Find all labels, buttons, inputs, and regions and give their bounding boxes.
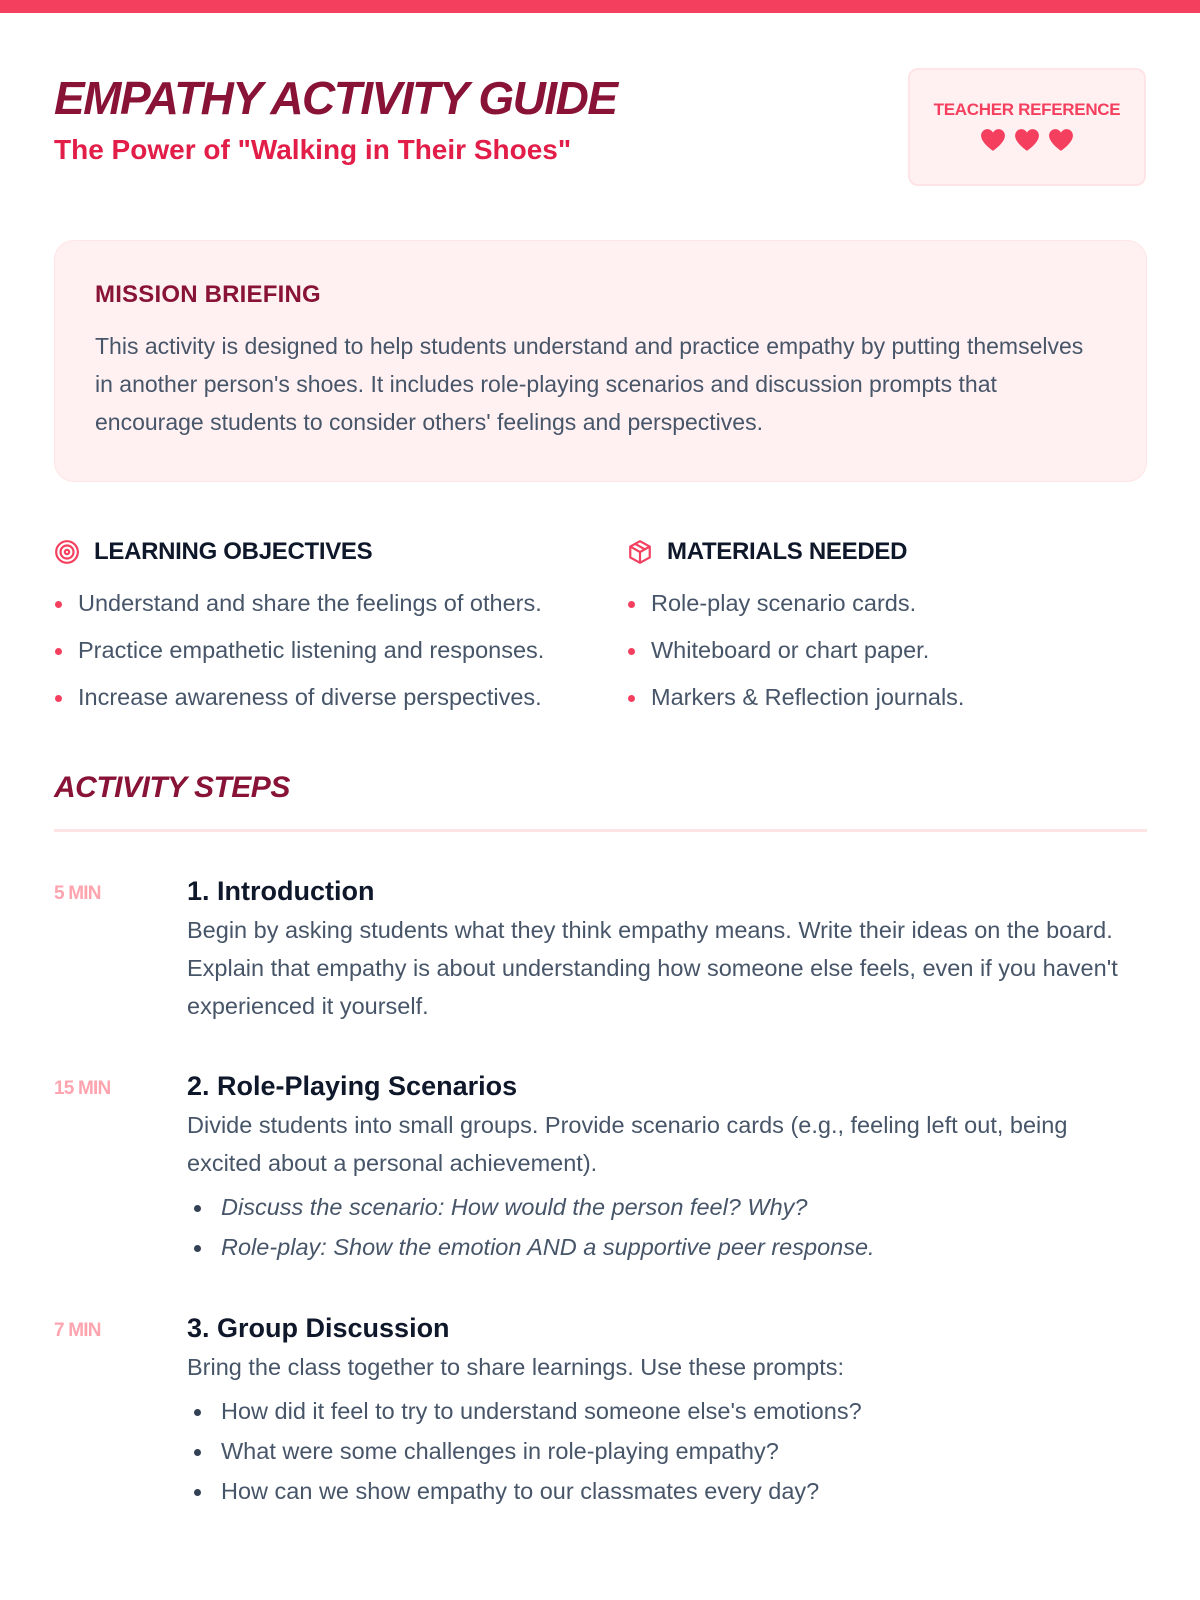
heart-icon (1048, 128, 1074, 152)
list-item: How can we show empathy to our classmates every day? (187, 1476, 1147, 1516)
list-item: Role-play scenario cards. (627, 588, 1187, 635)
step-description: Divide students into small groups. Provide scenario cards (e.g., feeling left out, being excited about a personal achievement). (187, 1112, 1068, 1176)
mission-heading: MISSION BRIEFING (95, 281, 321, 308)
step-bullet-list (187, 1192, 1147, 1272)
section-divider (54, 829, 1147, 832)
list-item: Discuss the scenario: How would the person feel? Why? (187, 1192, 1147, 1232)
target-icon (54, 539, 80, 565)
learning-objectives-section (54, 536, 614, 729)
materials-needed-section (627, 536, 1187, 729)
mission-briefing-panel (54, 240, 1147, 482)
list-item: Markers & Reflection journals. (627, 682, 1187, 729)
step-bullet-list (187, 1396, 1147, 1516)
materials-list (627, 588, 1187, 729)
list-item: Practice empathetic listening and responses. (54, 635, 614, 682)
top-accent-bar (0, 0, 1200, 13)
step-duration: 7 MIN (54, 1320, 101, 1341)
heart-icon (1014, 128, 1040, 152)
hearts-row (910, 128, 1144, 152)
list-item: What were some challenges in role-playing empathy? (187, 1436, 1147, 1476)
mission-text: This activity is designed to help students understand and practice empathy by putting themselves in another person's shoes. It includes role-playing scenarios and discussion prompts that encourage students to consider others' feelings and perspectives. (95, 333, 1084, 435)
step-description: Begin by asking students what they think empathy means. Write their ideas on the board. Explain that empathy is about understanding how someone else feels, even if you haven't experienced it yourself. (187, 917, 1118, 1019)
objectives-list (54, 588, 614, 729)
page-subtitle: The Power of "Walking in Their Shoes" (54, 134, 572, 165)
list-item: Increase awareness of diverse perspectives. (54, 682, 614, 729)
step-title: 1. Introduction (187, 876, 375, 906)
step-title: 3. Group Discussion (187, 1313, 450, 1343)
list-item: Whiteboard or chart paper. (627, 635, 1187, 682)
heart-icon (980, 128, 1006, 152)
page-header (54, 70, 1146, 190)
step-duration: 15 MIN (54, 1078, 111, 1099)
materials-heading: MATERIALS NEEDED (667, 538, 908, 565)
step-description: Bring the class together to share learnings. Use these prompts: (187, 1354, 845, 1380)
list-item: How did it feel to try to understand someone else's emotions? (187, 1396, 1147, 1436)
step-title: 2. Role-Playing Scenarios (187, 1071, 518, 1101)
teacher-reference-label: TEACHER REFERENCE (933, 100, 1121, 119)
activity-steps-heading: ACTIVITY STEPS (54, 771, 290, 804)
list-item: Understand and share the feelings of others. (54, 588, 614, 635)
list-item: Role-play: Show the emotion AND a supportive peer response. (187, 1232, 1147, 1272)
step-duration: 5 MIN (54, 883, 101, 904)
teacher-reference-badge (908, 68, 1146, 186)
box-icon (627, 539, 653, 565)
objectives-heading: LEARNING OBJECTIVES (94, 538, 373, 565)
page-title: EMPATHY ACTIVITY GUIDE (54, 72, 617, 124)
